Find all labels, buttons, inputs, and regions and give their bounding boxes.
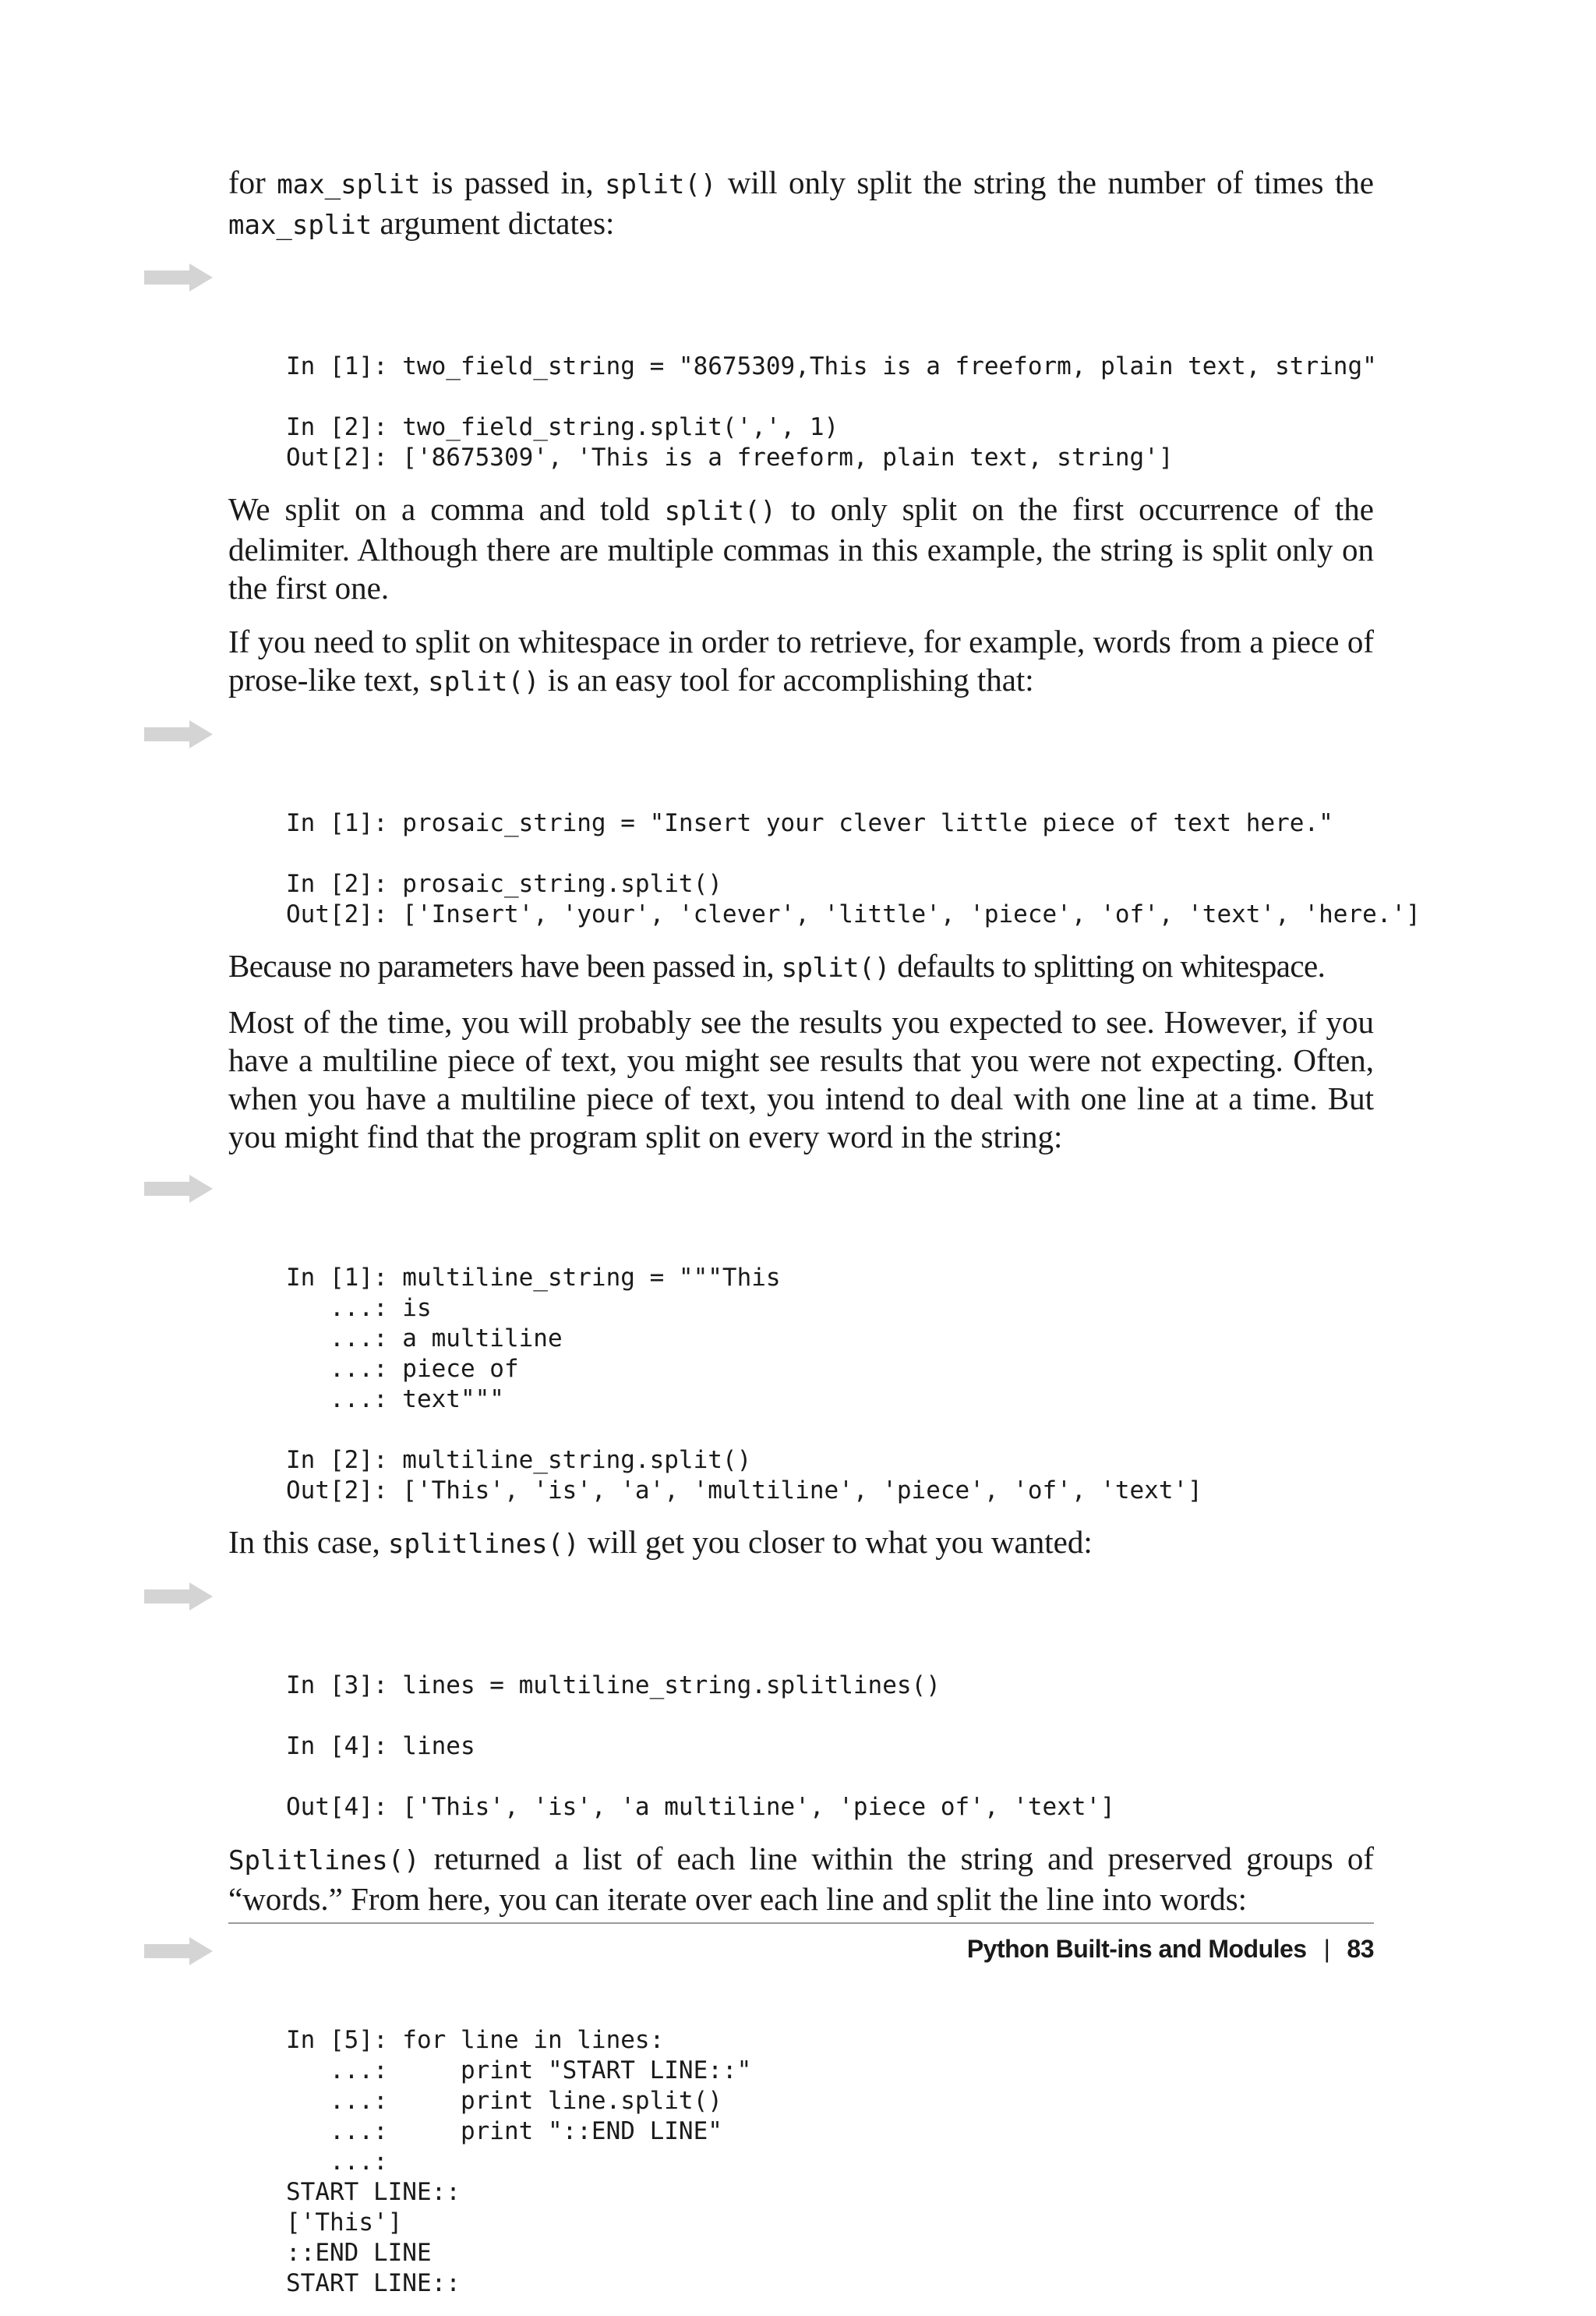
- text-run: Most of the time, you will probably see the results you expected to see. However, if you have a multiline piece of text, you might see results that you were not expecting. Often, when you have a multiline piece of text, you intend to deal with one line at a time. But you might find that the program split on every word in the string:: [228, 1004, 1374, 1154]
- code-line: ['This']: [286, 2208, 403, 2236]
- text-run: Because no parameters have been passed in,: [228, 948, 782, 984]
- code-line: START LINE::: [286, 2178, 461, 2206]
- paragraph: [228, 490, 1374, 607]
- right-arrow-icon: [144, 1937, 213, 1965]
- code-line: ...:: [286, 2148, 388, 2176]
- inline-code: split(): [664, 496, 776, 527]
- code-line: Out[2]: ['8675309', 'This is a freeform, plain text, string']: [286, 444, 1174, 472]
- code-line: [286, 1701, 1374, 1731]
- footer-separator: |: [1323, 1935, 1330, 1963]
- code-line: [286, 1415, 1374, 1445]
- footer-divider: [228, 1922, 1374, 1924]
- code-line: ::END LINE: [286, 2239, 432, 2267]
- code-line: In [5]: for line in lines:: [286, 2026, 665, 2054]
- right-arrow-icon: [144, 263, 213, 292]
- code-line: In [1]: two_field_string = "8675309,This is a freeform, plain text, string": [286, 352, 1377, 380]
- right-arrow-icon: [144, 1582, 213, 1611]
- paragraph: [228, 947, 1374, 988]
- page-number: 83: [1347, 1935, 1374, 1963]
- text-run: will get you closer to what you wanted:: [579, 1524, 1093, 1560]
- code-line: In [2]: multiline_string.split(): [286, 1446, 752, 1474]
- code-line: ...: is: [286, 1294, 432, 1322]
- code-block: [286, 1172, 1374, 1506]
- right-arrow-icon: [144, 1175, 213, 1203]
- code-line: In [1]: multiline_string = """This: [286, 1264, 781, 1292]
- text-run: for: [228, 164, 277, 200]
- inline-code: split(): [428, 667, 540, 698]
- code-line: ...: print "START LINE::": [286, 2056, 752, 2084]
- right-arrow-icon: [144, 720, 213, 748]
- code-line: ...: text""": [286, 1385, 504, 1413]
- text-run: argument dictates:: [372, 205, 615, 241]
- code-line: [286, 839, 1374, 869]
- inline-code: max_split: [228, 210, 373, 241]
- code-line: In [1]: prosaic_string = "Insert your clever little piece of text here.": [286, 809, 1333, 837]
- text-run: is an easy tool for accomplishing that:: [539, 662, 1034, 698]
- code-line: Out[2]: ['This', 'is', 'a', 'multiline', 'piece', 'of', 'text']: [286, 1476, 1202, 1505]
- code-line: ...: a multiline: [286, 1324, 563, 1352]
- page-content: [228, 164, 1421, 2316]
- code-line: Out[4]: ['This', 'is', 'a multiline', 'piece of', 'text']: [286, 1793, 1115, 1821]
- inline-code: split(): [781, 953, 890, 984]
- paragraph: [228, 1523, 1374, 1564]
- text-run: is passed in,: [420, 164, 606, 200]
- code-line: ...: print "::END LINE": [286, 2117, 722, 2145]
- code-line: START LINE::: [286, 2269, 461, 2297]
- text-run: defaults to splitting on whitespace.: [889, 948, 1326, 984]
- code-line: ...: print line.split(): [286, 2087, 722, 2115]
- code-block: [286, 260, 1377, 473]
- code-line: In [2]: two_field_string.split(',', 1): [286, 413, 839, 441]
- code-line: ...: piece of: [286, 1355, 519, 1383]
- code-line: Out[2]: ['Insert', 'your', 'clever', 'little', 'piece', 'of', 'text', 'here.']: [286, 900, 1421, 928]
- code-line: In [3]: lines = multiline_string.splitlines(): [286, 1671, 941, 1699]
- text-run: returned a list of each line within the string and preserved groups of “words.” From here, you can iterate over each line and split the line into words:: [228, 1840, 1374, 1917]
- paragraph: [228, 1003, 1374, 1156]
- footer-section-title: Python Built-ins and Modules: [966, 1935, 1307, 1963]
- running-footer: [967, 1935, 1374, 1964]
- text-run: We split on a comma and told: [228, 491, 665, 527]
- code-line: [286, 1762, 1374, 1792]
- inline-code: Splitlines(): [228, 1845, 420, 1876]
- code-block: [286, 1579, 1374, 1823]
- paragraph: [228, 1840, 1374, 1918]
- text-run: If you need to split on whitespace in order to retrieve, for example, words from a piece of prose-like text,: [228, 624, 1374, 698]
- code-line: In [4]: lines: [286, 1732, 475, 1760]
- text-run: In this case,: [228, 1524, 388, 1560]
- text-run: to only split on the first occurrence of the delimiter. Although there are multiple commas in this example, the string is split only on the first one.: [228, 491, 1374, 606]
- inline-code: splitlines(): [387, 1529, 580, 1560]
- code-block: [286, 717, 1421, 930]
- paragraph: [228, 164, 1374, 245]
- code-line: [286, 382, 1374, 412]
- code-line: In [2]: prosaic_string.split(): [286, 870, 722, 898]
- inline-code: split(): [605, 169, 717, 200]
- paragraph: [228, 623, 1374, 702]
- text-run: will only split the string the number of times the: [716, 164, 1375, 200]
- inline-code: max_split: [277, 169, 421, 200]
- code-block: [286, 1934, 1374, 2299]
